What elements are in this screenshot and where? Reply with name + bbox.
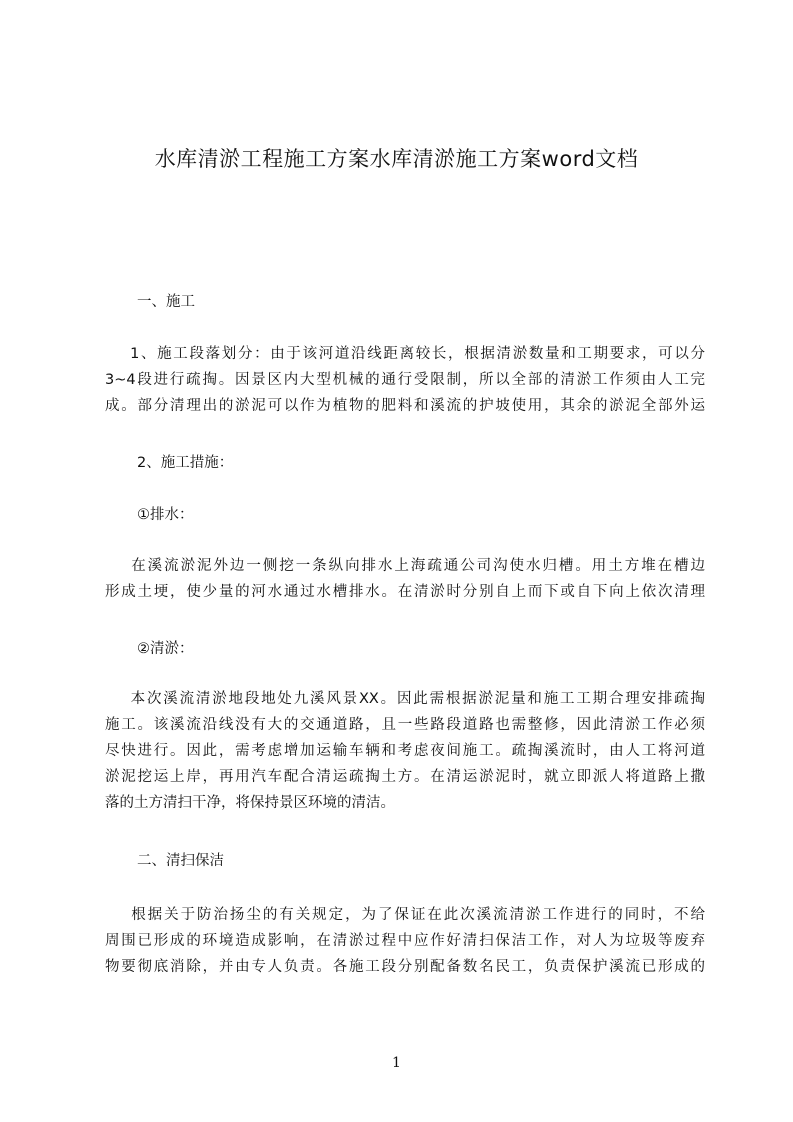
paragraph-dredging <box>105 686 705 816</box>
paragraph-line: 尽快进行。因此，需考虑增加运输车辆和考虑夜间施工。疏掏溪流时，由人工将河道 <box>105 743 705 759</box>
paragraph-cleaning <box>105 902 705 980</box>
paragraph-line: 周围已形成的环境造成影响，在清淤过程中应作好清扫保洁工作，对人为垃圾等废弃 <box>105 933 705 949</box>
paragraph-line: 淤泥挖运上岸，再用汽车配合清运疏掏土方。在清运淤泥时，就立即派人将道路上撒 <box>105 769 705 785</box>
paragraph-line: 成。部分清理出的淤泥可以作为植物的肥料和溪流的护坡使用，其余的淤泥全部外运 <box>105 398 705 414</box>
paragraph-line: 本次溪流清淤地段地处九溪风景XX。因此需根据淤泥量和施工工期合理安排疏掏 <box>105 691 705 707</box>
paragraph-segment-division <box>105 341 705 419</box>
section-heading-measures: 2、施工措施： <box>137 455 234 471</box>
paragraph-line: 1、施工段落划分：由于该河道沿线距离较长，根据清淤数量和工期要求，可以分 <box>105 346 705 362</box>
paragraph-line: 根据关于防治扬尘的有关规定，为了保证在此次溪流清淤工作进行的同时，不给 <box>105 907 705 923</box>
page-number: 1 <box>392 1055 401 1071</box>
paragraph-line: 施工。该溪流沿线没有大的交通道路，且一些路段道路也需整修，因此清淤工作必须 <box>105 717 705 733</box>
section-heading-cleaning: 二、清扫保洁 <box>137 853 224 869</box>
paragraph-line: 3~4段进行疏掏。因景区内大型机械的通行受限制，所以全部的清淤工作须由人工完 <box>105 372 705 388</box>
section-heading-construction: 一、施工 <box>137 294 195 310</box>
paragraph-drainage <box>105 553 705 605</box>
subheading-dredging: ②清淤： <box>137 641 194 657</box>
paragraph-line: 物要彻底消除，并由专人负责。各施工段分别配备数名民工，负责保护溪流已形成的 <box>105 959 705 975</box>
document-title: 水库清淤工程施工方案水库清淤施工方案word文档 <box>154 147 639 171</box>
paragraph-line: 形成土埂，使少量的河水通过水槽排水。在清淤时分别自上而下或自下向上依次清理 <box>105 584 705 600</box>
subheading-drainage: ①排水： <box>137 507 194 523</box>
paragraph-line: 在溪流淤泥外边一侧挖一条纵向排水上海疏通公司沟使水归槽。用土方堆在槽边 <box>105 558 705 574</box>
paragraph-line: 落的土方清扫干净，将保持景区环境的清洁。 <box>105 795 395 811</box>
